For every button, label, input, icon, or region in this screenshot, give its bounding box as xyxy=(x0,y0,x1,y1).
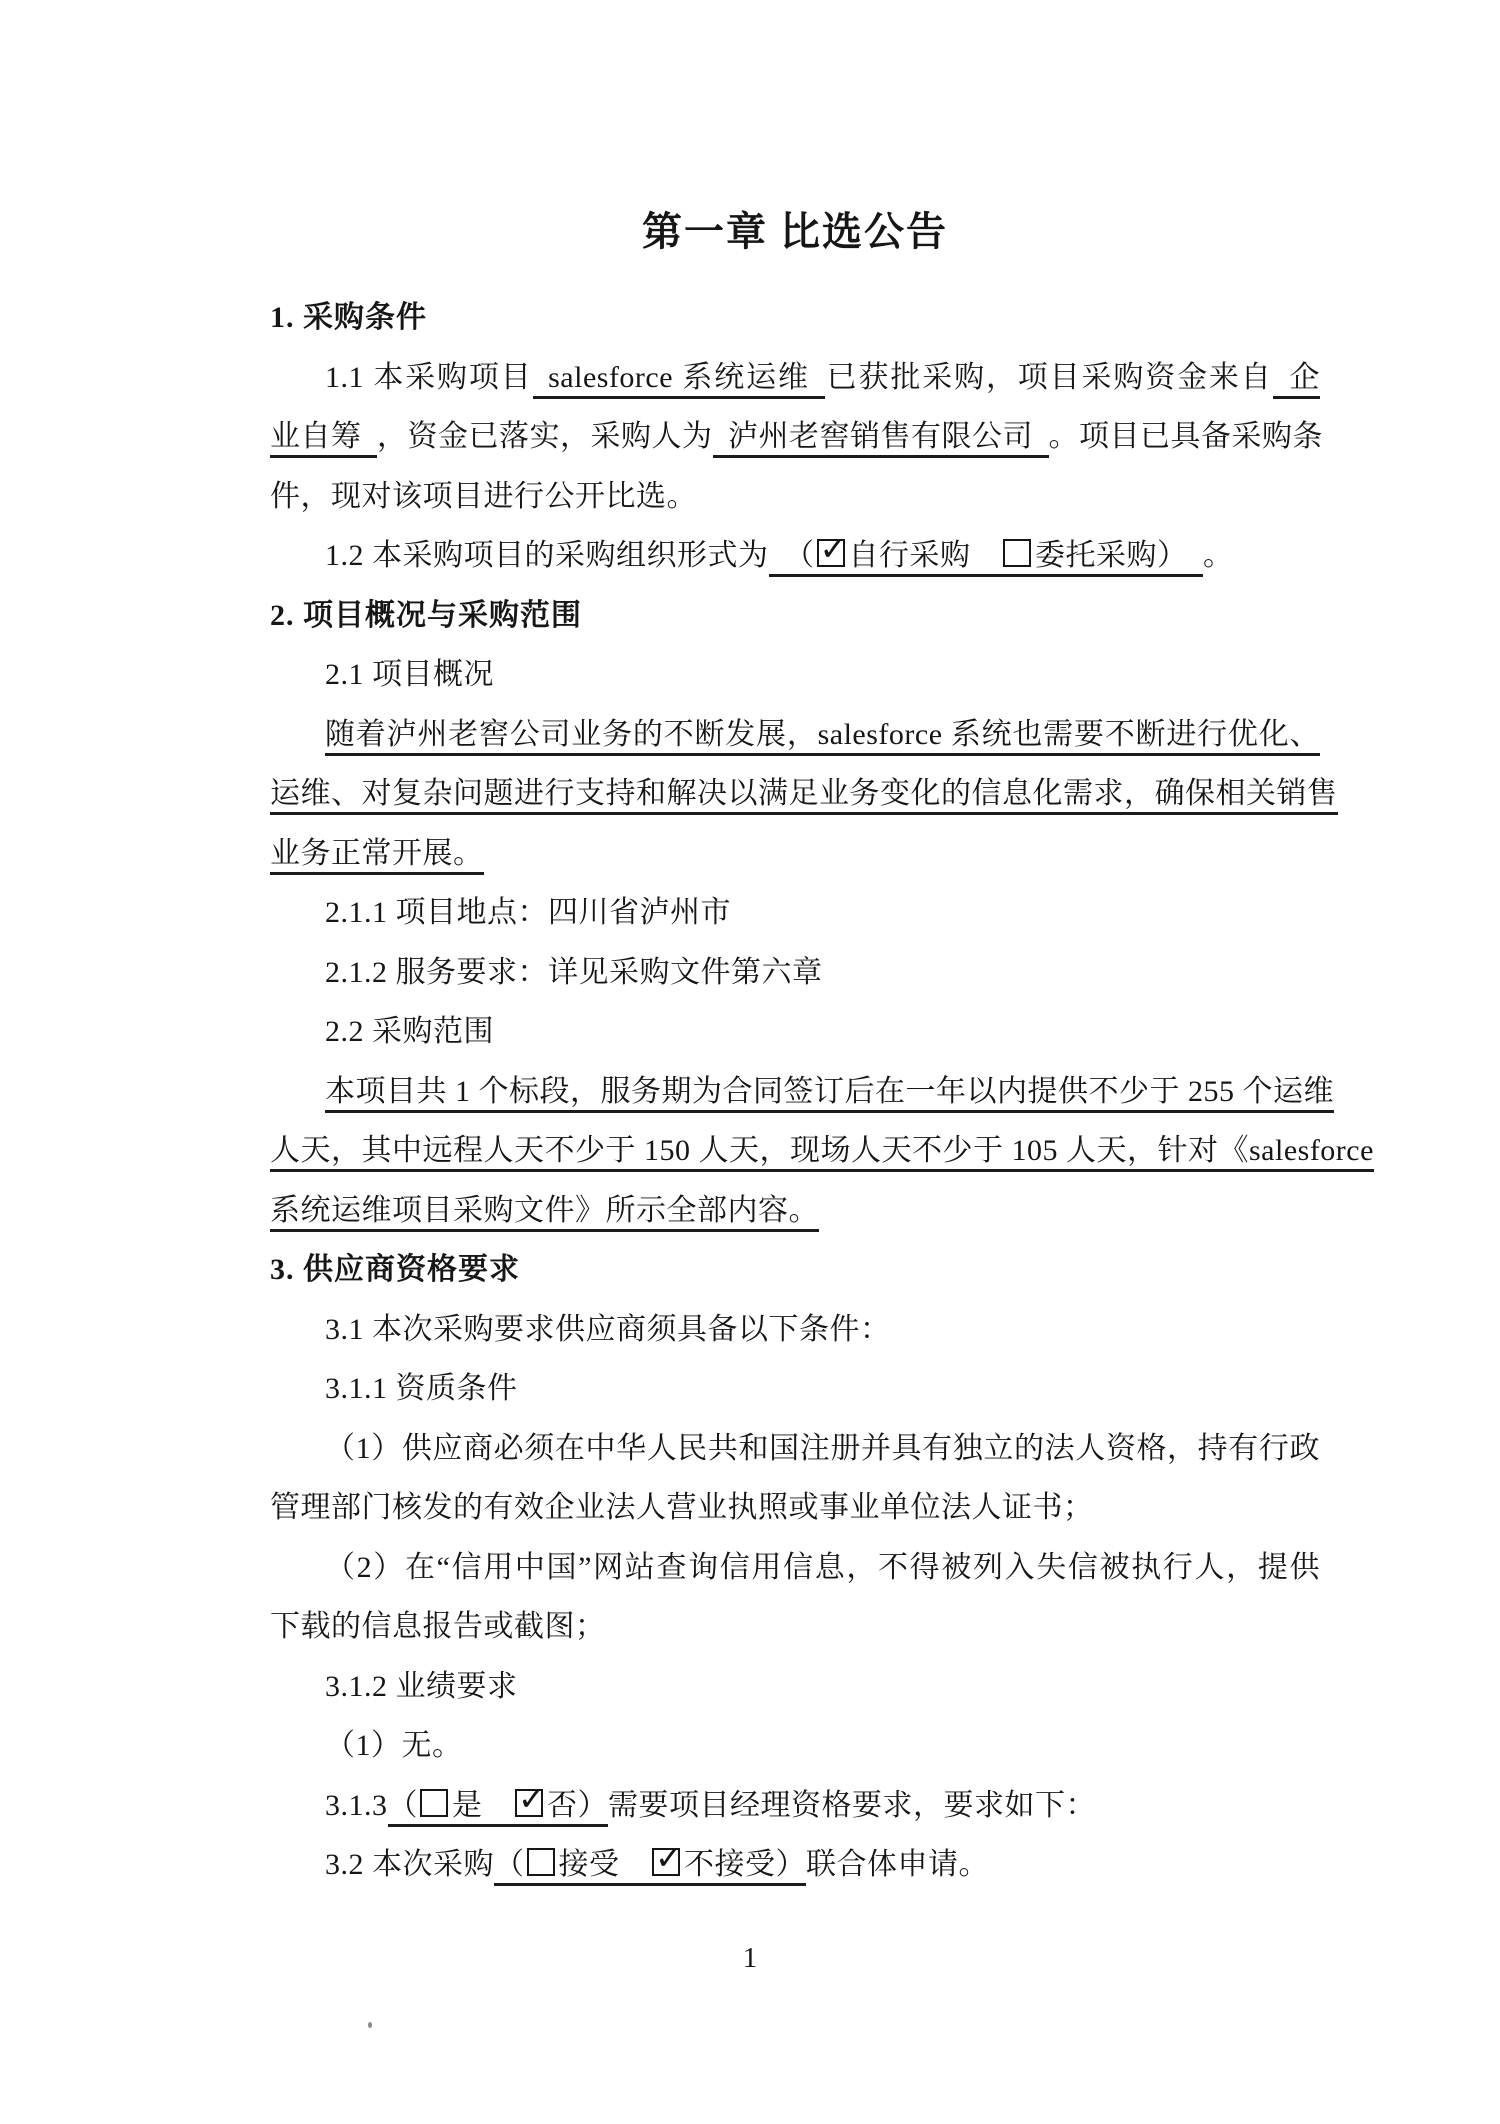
underlined-text-run xyxy=(387,1778,609,1827)
text-run: （2）在“信用中国”网站查询信用信息，不得被列入失信被执行人，提供 xyxy=(325,1550,1320,1584)
text-run: 3. 供应商资格要求 xyxy=(270,1253,520,1286)
clause-3-1-2-heading xyxy=(270,1657,1320,1717)
underlined-text-run: 人天，其中远程人天不少于 150 人天，现场人天不少于 105 人天，针对《salesforce xyxy=(270,1134,1374,1172)
clause-2-2-heading xyxy=(270,1002,1320,1062)
text-run: 3.2 本次采购 xyxy=(325,1848,494,1881)
text-run: （1）无。 xyxy=(325,1729,463,1762)
checkbox-unchecked-icon xyxy=(527,1848,555,1876)
clause-3-1-1-heading xyxy=(270,1359,1320,1419)
overview-paragraph-line-1 xyxy=(270,705,1320,765)
text-run: 1.2 本采购项目的采购组织形式为 xyxy=(325,539,769,572)
clause-1-1-line-2 xyxy=(270,407,1323,467)
qualification-item-2-line-2 xyxy=(270,1597,1320,1657)
underlined-text-run xyxy=(768,529,1204,577)
underlined-text-run: 系统运维项目采购文件》所示全部内容。 xyxy=(270,1194,819,1232)
page-number: 1 xyxy=(742,1942,758,1974)
text-run: 联合体申请。 xyxy=(806,1848,989,1881)
text-run: （ xyxy=(387,1788,418,1822)
chapter-title: 第一章 比选公告 xyxy=(642,209,948,254)
text-run: 2.1.2 服务要求：详见采购文件第六章 xyxy=(325,955,823,989)
qualification-item-1-line-1 xyxy=(270,1419,1320,1479)
text-run: ，资金已落实，采购人为 xyxy=(377,420,713,453)
text-run: 不接受） xyxy=(684,1848,806,1881)
text-run: （ xyxy=(494,1848,525,1881)
clause-2-1-1-line xyxy=(270,883,1320,943)
scope-paragraph-line-2 xyxy=(270,1121,1374,1181)
text-run: 3.1.2 业绩要求 xyxy=(325,1669,518,1703)
text-run: 下载的信息报告或截图； xyxy=(270,1610,606,1643)
performance-item-1-line xyxy=(270,1716,1320,1776)
underlined-text-run: 泸州老窖销售有限公司 xyxy=(713,420,1049,458)
text-run: 2.1.1 项目地点：四川省泸州市 xyxy=(325,896,731,929)
text-run: 2. 项目概况与采购范围 xyxy=(270,598,582,632)
text-run: 管理部门核发的有效企业法人营业执照或事业单位法人证书； xyxy=(270,1491,1094,1524)
text-run: 3.1.3 xyxy=(325,1788,388,1822)
overview-paragraph-line-2 xyxy=(270,764,1338,824)
text-run: 是 xyxy=(452,1788,513,1822)
qualification-item-2-line-1 xyxy=(270,1538,1320,1598)
text-run: 3.1.1 资质条件 xyxy=(325,1372,518,1405)
underlined-text-run: 企 xyxy=(1273,361,1320,399)
underlined-text-run: salesforce 系统运维 xyxy=(533,361,826,399)
check-mark-icon: ✓ xyxy=(819,529,848,568)
text-run: 否） xyxy=(547,1788,608,1822)
text-run: 。 xyxy=(1203,539,1234,572)
text-run: 3.1 本次采购要求供应商须具备以下条件： xyxy=(325,1312,891,1346)
check-mark-icon: ✓ xyxy=(655,1838,684,1877)
underlined-text-run xyxy=(494,1838,806,1886)
text-run: 2.1 项目概况 xyxy=(325,658,494,691)
underlined-text-run: 本项目共 1 个标段，服务期为合同签订后在一年以内提供不少于 255 个运维 xyxy=(325,1075,1334,1113)
clause-3-2-line xyxy=(270,1835,1320,1895)
clause-2-1-2-line xyxy=(270,943,1320,1003)
clause-3-1-line xyxy=(270,1300,1320,1360)
text-run: 自行采购 xyxy=(848,539,1001,572)
text-run: （ xyxy=(768,539,815,572)
text-run: 已获批采购，项目采购资金来自 xyxy=(825,360,1273,394)
scope-paragraph-line-3 xyxy=(270,1181,1320,1241)
text-run: 接受 xyxy=(558,1848,650,1881)
text-run: 1. 采购条件 xyxy=(270,301,427,334)
document-body xyxy=(270,288,1374,1895)
underlined-text-run: 业务正常开展。 xyxy=(270,837,484,875)
underlined-text-run: 运维、对复杂问题进行支持和解决以满足业务变化的信息化需求，确保相关销售 xyxy=(270,777,1338,815)
text-run: 委托采购） xyxy=(1035,539,1203,572)
section-2-heading xyxy=(270,586,1320,646)
qualification-item-1-line-2 xyxy=(270,1478,1320,1538)
checkbox-checked-icon xyxy=(652,1838,684,1877)
checkbox-unchecked-icon xyxy=(1003,539,1031,567)
scope-paragraph-line-1 xyxy=(270,1062,1334,1122)
text-run: 1.1 本采购项目 xyxy=(325,360,533,394)
section-3-heading xyxy=(270,1240,1320,1300)
clause-2-1-heading xyxy=(270,645,1320,705)
checkbox-checked-icon xyxy=(515,1778,547,1818)
section-1-heading xyxy=(270,288,1320,348)
text-run: 。项目已具备采购条 xyxy=(1048,420,1323,453)
check-mark-icon: ✓ xyxy=(518,1778,547,1818)
clause-1-2-line xyxy=(270,526,1320,586)
underlined-text-run: 随着泸州老窖公司业务的不断发展，salesforce 系统也需要不断进行优化、 xyxy=(325,718,1320,756)
overview-paragraph-line-3 xyxy=(270,824,1320,884)
checkbox-unchecked-icon xyxy=(420,1789,448,1817)
checkbox-checked-icon xyxy=(817,529,848,568)
clause-1-1-line-3 xyxy=(270,467,1320,527)
scan-speck xyxy=(368,2022,372,2028)
clause-3-1-3-line xyxy=(270,1776,1320,1836)
underlined-text-run: 业自筹 xyxy=(270,420,377,458)
text-run: 需要项目经理资格要求，要求如下： xyxy=(608,1788,1096,1822)
text-run: 2.2 采购范围 xyxy=(325,1015,494,1048)
text-run: （1）供应商必须在中华人民共和国注册并具有独立的法人资格，持有行政 xyxy=(325,1431,1320,1465)
text-run: 件，现对该项目进行公开比选。 xyxy=(270,479,697,513)
clause-1-1-line-1 xyxy=(270,348,1320,408)
